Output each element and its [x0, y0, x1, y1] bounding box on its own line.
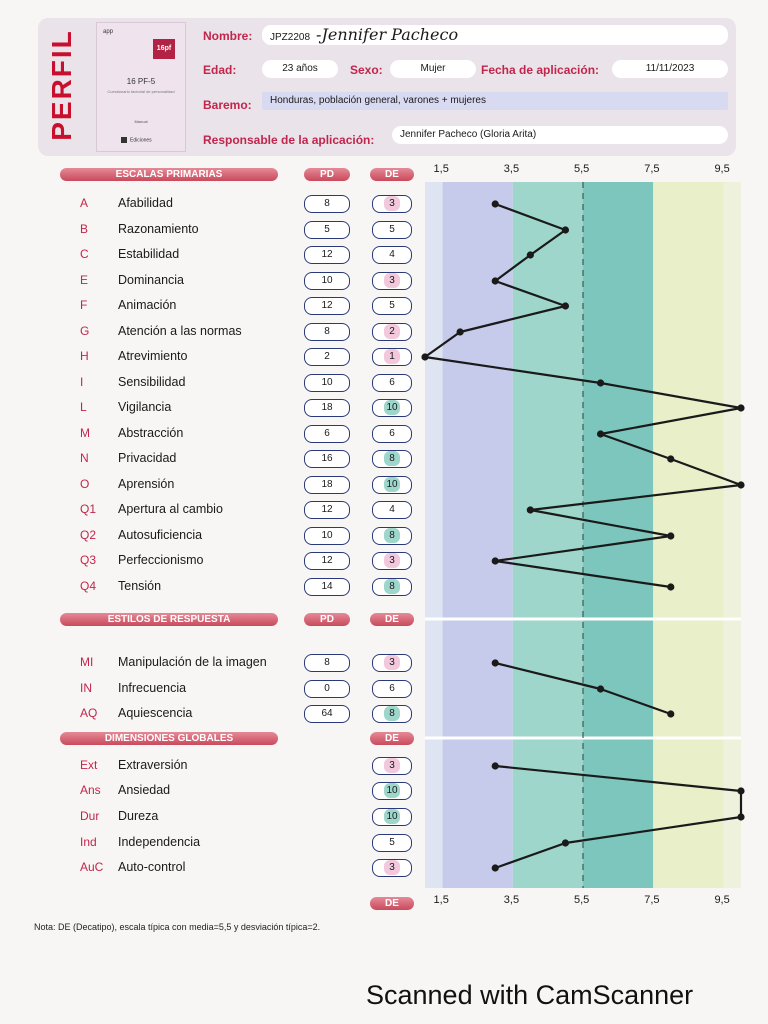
data-point-l: [737, 404, 744, 411]
axis-tick-top-2: 5,5: [574, 163, 590, 175]
scale-name-a: Afabilidad: [118, 196, 173, 210]
fecha-label: Fecha de aplicación:: [481, 63, 600, 77]
data-point-ext: [492, 762, 499, 769]
axis-tick-bottom-0: 1,5: [433, 894, 449, 906]
data-point-dur: [737, 813, 744, 820]
pd-value-q2: 10: [304, 527, 350, 545]
de-value-ext: 3: [372, 757, 412, 775]
footnote: Nota: DE (Decatipo), escala típica con media=5,5 y desviación típica=2.: [34, 922, 321, 932]
fecha-field[interactable]: 11/11/2023: [612, 60, 728, 78]
scale-name-i: Sensibilidad: [118, 375, 186, 389]
perfil-title: PERFIL: [46, 29, 77, 141]
data-point-aq: [667, 710, 674, 717]
data-point-in: [597, 685, 604, 692]
de-value-h: 1: [372, 348, 412, 366]
scale-name-m: Abstracción: [118, 426, 184, 440]
data-point-auc: [492, 864, 499, 871]
pd-value-q4: 14: [304, 578, 350, 596]
scale-code-q3: Q3: [80, 553, 97, 567]
scale-name-h: Atrevimiento: [118, 349, 188, 363]
de-value-l: 10: [372, 399, 412, 417]
responsable-label: Responsable de la aplicación:: [203, 133, 375, 147]
scale-code-mi: MI: [80, 655, 94, 669]
scale-name-aq: Aquiescencia: [118, 706, 193, 720]
de-value-q4: 8: [372, 578, 412, 596]
scale-code-m: M: [80, 426, 90, 440]
sexo-label: Sexo:: [350, 63, 383, 77]
scale-code-q4: Q4: [80, 579, 97, 593]
scale-code-g: G: [80, 324, 90, 338]
scale-name-ind: Independencia: [118, 835, 201, 849]
pd-value-o: 18: [304, 476, 350, 494]
data-point-q1: [527, 506, 534, 513]
pd-value-f: 12: [304, 297, 350, 315]
data-point-mi: [492, 659, 499, 666]
scale-name-c: Estabilidad: [118, 247, 180, 261]
band-low: [443, 182, 513, 888]
data-point-q3: [492, 557, 499, 564]
column-header-de: DE: [370, 168, 414, 181]
scale-name-f: Animación: [118, 298, 177, 312]
de-value-n: 8: [372, 450, 412, 468]
pd-value-n: 16: [304, 450, 350, 468]
axis-tick-bottom-1: 3,5: [503, 894, 520, 906]
axis-tick-top-4: 9,5: [714, 163, 730, 175]
data-point-c: [527, 251, 534, 258]
de-value-mi: 3: [372, 654, 412, 672]
scale-code-dur: Dur: [80, 809, 100, 823]
pd-value-i: 10: [304, 374, 350, 392]
booklet-brand: app: [103, 29, 114, 35]
booklet-publisher: Ediciones: [121, 137, 152, 143]
band-edge-high: [723, 182, 741, 888]
pd-value-a: 8: [304, 195, 350, 213]
axis-tick-top-1: 3,5: [503, 163, 520, 175]
band-mid-left: [513, 182, 583, 888]
data-point-m: [597, 430, 604, 437]
axis-tick-bottom-4: 9,5: [714, 894, 730, 906]
scale-code-q2: Q2: [80, 528, 97, 542]
data-point-f: [562, 302, 569, 309]
nombre-label: Nombre:: [203, 29, 253, 43]
scale-code-aq: AQ: [80, 706, 98, 720]
scale-name-auc: Auto-control: [118, 860, 186, 874]
column-header-pd-2: PD: [304, 613, 350, 626]
de-value-ind: 5: [372, 834, 412, 852]
de-value-in: 6: [372, 680, 412, 698]
scale-code-ans: Ans: [80, 783, 101, 797]
axis-tick-top-3: 7,5: [644, 163, 660, 175]
section-estilos-respuesta: ESTILOS DE RESPUESTA: [60, 613, 278, 626]
pd-value-l: 18: [304, 399, 350, 417]
de-value-a: 3: [372, 195, 412, 213]
scale-code-b: B: [80, 222, 89, 236]
pd-value-h: 2: [304, 348, 350, 366]
scale-name-e: Dominancia: [118, 273, 185, 287]
de-value-o: 10: [372, 476, 412, 494]
edad-field[interactable]: 23 años: [262, 60, 338, 78]
scale-name-ans: Ansiedad: [118, 783, 171, 797]
section-escalas-primarias: ESCALAS PRIMARIAS: [60, 168, 278, 181]
baremo-field[interactable]: Honduras, población general, varones + mujeres: [262, 92, 728, 110]
column-header-de-2: DE: [370, 613, 414, 626]
pd-value-g: 8: [304, 323, 350, 341]
band-edge-low: [425, 182, 443, 888]
pd-value-m: 6: [304, 425, 350, 443]
de-value-dur: 10: [372, 808, 412, 826]
de-value-b: 5: [372, 221, 412, 239]
scale-name-n: Privacidad: [118, 451, 177, 465]
data-point-h: [421, 353, 428, 360]
sexo-field[interactable]: Mujer: [390, 60, 476, 78]
de-value-aq: 8: [372, 705, 412, 723]
scale-code-q1: Q1: [80, 502, 97, 516]
de-value-g: 2: [372, 323, 412, 341]
de-value-i: 6: [372, 374, 412, 392]
data-point-n: [667, 455, 674, 462]
de-value-c: 4: [372, 246, 412, 264]
scale-name-ext: Extraversión: [118, 758, 188, 772]
data-point-q4: [667, 583, 674, 590]
scale-code-a: A: [80, 196, 89, 210]
scale-name-o: Aprensión: [118, 477, 175, 491]
data-point-ans: [737, 787, 744, 794]
data-point-i: [597, 379, 604, 386]
scale-name-mi: Manipulación de la imagen: [118, 655, 267, 669]
pd-value-c: 12: [304, 246, 350, 264]
scale-code-f: F: [80, 298, 88, 312]
scale-name-q3: Perfeccionismo: [118, 553, 204, 567]
scale-code-in: IN: [80, 681, 92, 695]
pd-value-e: 10: [304, 272, 350, 290]
responsable-field[interactable]: Jennifer Pacheco (Gloria Arita): [392, 126, 728, 144]
data-point-ind: [562, 839, 569, 846]
data-point-a: [492, 200, 499, 207]
pd-value-q3: 12: [304, 552, 350, 570]
axis-tick-bottom-2: 5,5: [574, 894, 590, 906]
scale-name-g: Atención a las normas: [118, 324, 242, 338]
scale-code-l: L: [80, 400, 87, 414]
column-header-de-3: DE: [370, 732, 414, 745]
scale-name-l: Vigilancia: [118, 400, 172, 414]
de-value-q3: 3: [372, 552, 412, 570]
pd-value-in: 0: [304, 680, 350, 698]
pd-value-mi: 8: [304, 654, 350, 672]
booklet-manual: Manual: [134, 119, 148, 124]
scale-code-ext: Ext: [80, 758, 98, 772]
scale-name-dur: Dureza: [118, 809, 159, 823]
pd-value-b: 5: [304, 221, 350, 239]
data-point-e: [492, 277, 499, 284]
booklet-logo: 16pf: [153, 39, 175, 59]
scale-code-e: E: [80, 273, 89, 287]
scale-name-q1: Apertura al cambio: [118, 502, 223, 516]
scale-code-ind: Ind: [80, 835, 97, 849]
edad-label: Edad:: [203, 63, 237, 77]
scale-code-n: N: [80, 451, 89, 465]
nombre-handwritten: -Jennifer Pacheco: [316, 25, 459, 44]
scale-name-b: Razonamiento: [118, 222, 199, 236]
booklet-subtitle: Cuestionario factorial de personalidad: [107, 89, 175, 94]
section-dimensiones-globales: DIMENSIONES GLOBALES: [60, 732, 278, 745]
scale-code-i: I: [80, 375, 84, 389]
axis-tick-top-0: 1,5: [433, 163, 449, 175]
data-point-o: [737, 481, 744, 488]
nombre-code: JPZ2208: [270, 32, 311, 43]
scale-code-h: H: [80, 349, 89, 363]
camscanner-watermark: Scanned with CamScanner: [366, 980, 694, 1010]
de-value-m: 6: [372, 425, 412, 443]
baremo-label: Baremo:: [203, 98, 252, 112]
data-point-q2: [667, 532, 674, 539]
column-footer-de: DE: [370, 897, 414, 910]
scale-code-auc: AuC: [80, 860, 104, 874]
data-point-g: [457, 328, 464, 335]
booklet-title: 16 PF-5: [126, 77, 156, 86]
data-point-b: [562, 226, 569, 233]
scale-code-c: C: [80, 247, 89, 261]
pd-value-q1: 12: [304, 501, 350, 519]
de-value-ans: 10: [372, 782, 412, 800]
pd-value-aq: 64: [304, 705, 350, 723]
scale-name-in: Infrecuencia: [118, 681, 187, 695]
scale-name-q2: Autosuficiencia: [118, 528, 203, 542]
axis-tick-bottom-3: 7,5: [644, 894, 660, 906]
scale-code-o: O: [80, 477, 90, 491]
column-header-pd: PD: [304, 168, 350, 181]
de-value-q1: 4: [372, 501, 412, 519]
de-value-e: 3: [372, 272, 412, 290]
de-value-auc: 3: [372, 859, 412, 877]
scale-name-q4: Tensión: [118, 579, 162, 593]
de-value-q2: 8: [372, 527, 412, 545]
de-value-f: 5: [372, 297, 412, 315]
